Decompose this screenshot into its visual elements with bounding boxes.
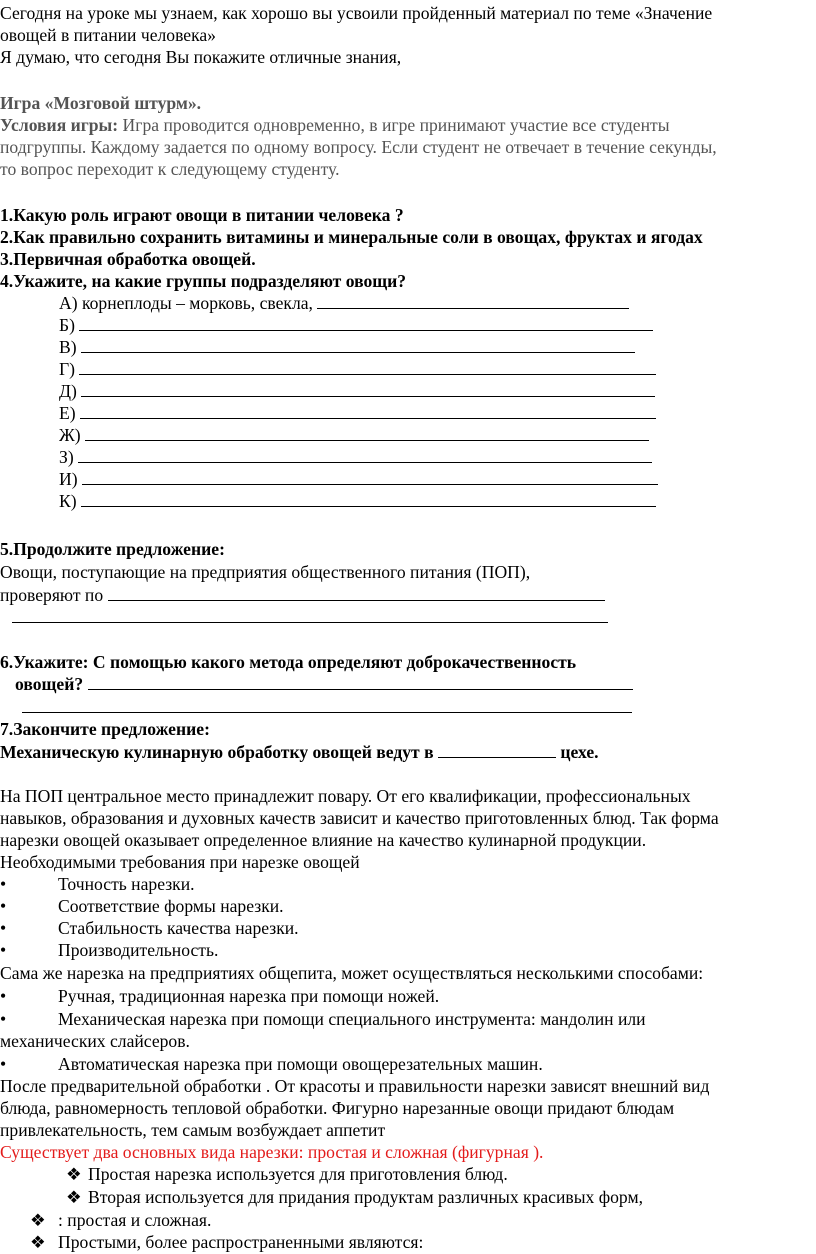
question-7-line	[0, 741, 599, 763]
paragraph-1-line-2: навыков, образования и духовных качеств зависит и качество приготовленных блюд. Так форма	[0, 808, 719, 828]
diamond-bullet-icon: ❖	[30, 1210, 46, 1230]
paragraph-1-line-3: нарезки овощей оказывает определенное влияние на качество кулинарной продукции.	[0, 830, 647, 850]
answer-blank[interactable]	[78, 447, 652, 463]
question-3: 3.Первичная обработка овощей.	[0, 249, 256, 269]
answer-blank[interactable]	[88, 674, 633, 690]
game-conditions-line-2: подгруппы. Каждому задается по одному вопросу. Если студент не отвечает в течение секунды,	[0, 137, 717, 157]
game-conditions-line-1	[0, 114, 670, 136]
answer-blank[interactable]	[79, 315, 653, 331]
q4-item-v-label: В)	[59, 337, 77, 357]
paragraph-2-line-2: блюда, равномерность тепловой обработки. Фигурно нарезанные овощи придают блюдам	[0, 1098, 675, 1118]
diamond-bullet-icon: ❖	[30, 1232, 46, 1252]
question-6-line-2	[15, 673, 633, 695]
diamond-item-text: Вторая используется для придания продуктам различных красивых форм,	[88, 1187, 643, 1207]
q4-item-b	[59, 314, 653, 336]
q4-item-b-label: Б)	[59, 315, 75, 335]
methods-intro: Сама же нарезка на предприятиях общепита, может осуществляться несколькими способами:	[0, 963, 704, 983]
method-text: Ручная, традиционная нарезка при помощи ножей.	[58, 986, 440, 1006]
question-2: 2.Как правильно сохранить витамины и минеральные соли в овощах, фруктах и ягодах	[0, 227, 703, 247]
q4-item-k-label: К)	[59, 491, 77, 511]
paragraph-2-line-1: После предварительной обработки . От красоты и правильности нарезки зависят внешний вид	[0, 1076, 710, 1096]
diamond-item-text: Простая нарезка используется для приготовления блюд.	[88, 1164, 508, 1184]
bullet-icon: •	[0, 874, 7, 894]
answer-blank[interactable]	[85, 425, 649, 441]
answer-blank[interactable]	[22, 697, 632, 713]
answer-blank[interactable]	[82, 469, 658, 485]
question-6-line-1: 6.Укажите: С помощью какого метода определяют доброкачественность	[0, 652, 577, 672]
q4-item-zh-label: Ж)	[59, 425, 81, 445]
q4-item-i-label: И)	[59, 469, 78, 489]
q4-item-d-label: Д)	[59, 381, 77, 401]
bullet-icon: •	[0, 896, 7, 916]
q7-suffix: цехе.	[560, 742, 599, 762]
answer-blank[interactable]	[438, 742, 556, 758]
q7-prompt: Механическую кулинарную обработку овощей ведут в	[0, 742, 434, 762]
q4-item-g-label: Г)	[59, 359, 76, 379]
requirement-text: Соответствие формы нарезки.	[58, 896, 284, 916]
question-1: 1.Какую роль играют овощи в питании человека ?	[0, 205, 404, 225]
conditions-text-1: Игра проводится одновременно, в игре принимают участие все студенты	[118, 115, 670, 135]
bullet-icon: •	[0, 1054, 7, 1074]
question-4: 4.Укажите, на какие группы подразделяют овощи?	[0, 271, 407, 291]
game-title: Игра «Мозговой штурм».	[0, 93, 202, 113]
q4-item-a	[59, 292, 629, 314]
q4-item-g	[59, 358, 656, 380]
diamond-item	[30, 1231, 423, 1253]
answer-blank[interactable]	[81, 491, 656, 507]
paragraph-1-line-1: На ПОП центральное место принадлежит повару. От его квалификации, профессиональных	[0, 786, 691, 806]
q4-item-e	[59, 402, 656, 424]
answer-blank[interactable]	[80, 403, 656, 419]
paragraph-1-line-4: Необходимыми требования при нарезке овощей	[0, 852, 360, 872]
q4-item-d	[59, 380, 655, 402]
bullet-icon: •	[0, 918, 7, 938]
bullet-icon: •	[0, 940, 7, 960]
question-5-line-3	[12, 606, 608, 628]
diamond-item-text: Простыми, более распространенными являются:	[58, 1232, 424, 1252]
question-5-line-1: Овощи, поступающие на предприятия общественного питания (ПОП),	[0, 562, 531, 582]
q4-item-z	[59, 446, 652, 468]
game-conditions-line-3: то вопрос переходит к следующему студенту.	[0, 159, 340, 179]
answer-blank[interactable]	[79, 359, 656, 375]
paragraph-2-line-3: привлекательность, тем самым возбуждает аппетит	[0, 1120, 386, 1140]
diamond-item	[66, 1163, 508, 1185]
conditions-label: Условия игры:	[0, 115, 119, 135]
answer-blank[interactable]	[12, 607, 608, 623]
intro-line-3: Я думаю, что сегодня Вы покажите отличные знания,	[0, 47, 402, 67]
requirement-text: Производительность.	[58, 940, 219, 960]
q4-item-k	[59, 490, 656, 512]
question-5-line-2	[0, 584, 605, 606]
diamond-item	[30, 1209, 211, 1231]
question-7-title: 7.Закончите предложение:	[0, 719, 210, 739]
bullet-icon: •	[0, 1009, 7, 1029]
q4-item-e-label: Е)	[59, 403, 76, 423]
answer-blank[interactable]	[81, 381, 655, 397]
method-text: Автоматическая нарезка при помощи овощерезательных машин.	[58, 1054, 543, 1074]
q4-item-v	[59, 336, 635, 358]
red-highlight-line: Существует два основных вида нарезки: простая и сложная (фигурная ).	[0, 1142, 544, 1162]
diamond-item	[66, 1186, 643, 1208]
intro-line-2: овощей в питании человека»	[0, 25, 216, 45]
question-5-title: 5.Продолжите предложение:	[0, 539, 225, 559]
diamond-item-text: : простая и сложная.	[58, 1210, 212, 1230]
q4-item-zh	[59, 424, 649, 446]
answer-blank[interactable]	[108, 585, 605, 601]
diamond-bullet-icon: ❖	[66, 1164, 82, 1184]
answer-blank[interactable]	[317, 293, 629, 309]
intro-line-1: Сегодня на уроке мы узнаем, как хорошо вы усвоили пройденный материал по теме «Значение	[0, 3, 713, 23]
bullet-icon: •	[0, 986, 7, 1006]
requirement-text: Стабильность качества нарезки.	[58, 918, 299, 938]
q4-item-z-label: З)	[59, 447, 74, 467]
diamond-bullet-icon: ❖	[66, 1187, 82, 1207]
q4-item-i	[59, 468, 658, 490]
requirement-text: Точность нарезки.	[58, 874, 195, 894]
q4-item-a-label: А) корнеплоды – морковь, свекла,	[59, 293, 313, 313]
method-item-continuation: механических слайсеров.	[0, 1031, 190, 1051]
q5-prompt: проверяют по	[0, 585, 104, 605]
method-text: Механическая нарезка при помощи специального инструмента: мандолин или	[58, 1009, 646, 1029]
answer-blank[interactable]	[81, 337, 635, 353]
q6-prompt: овощей?	[15, 674, 84, 694]
question-6-line-3	[22, 696, 632, 718]
